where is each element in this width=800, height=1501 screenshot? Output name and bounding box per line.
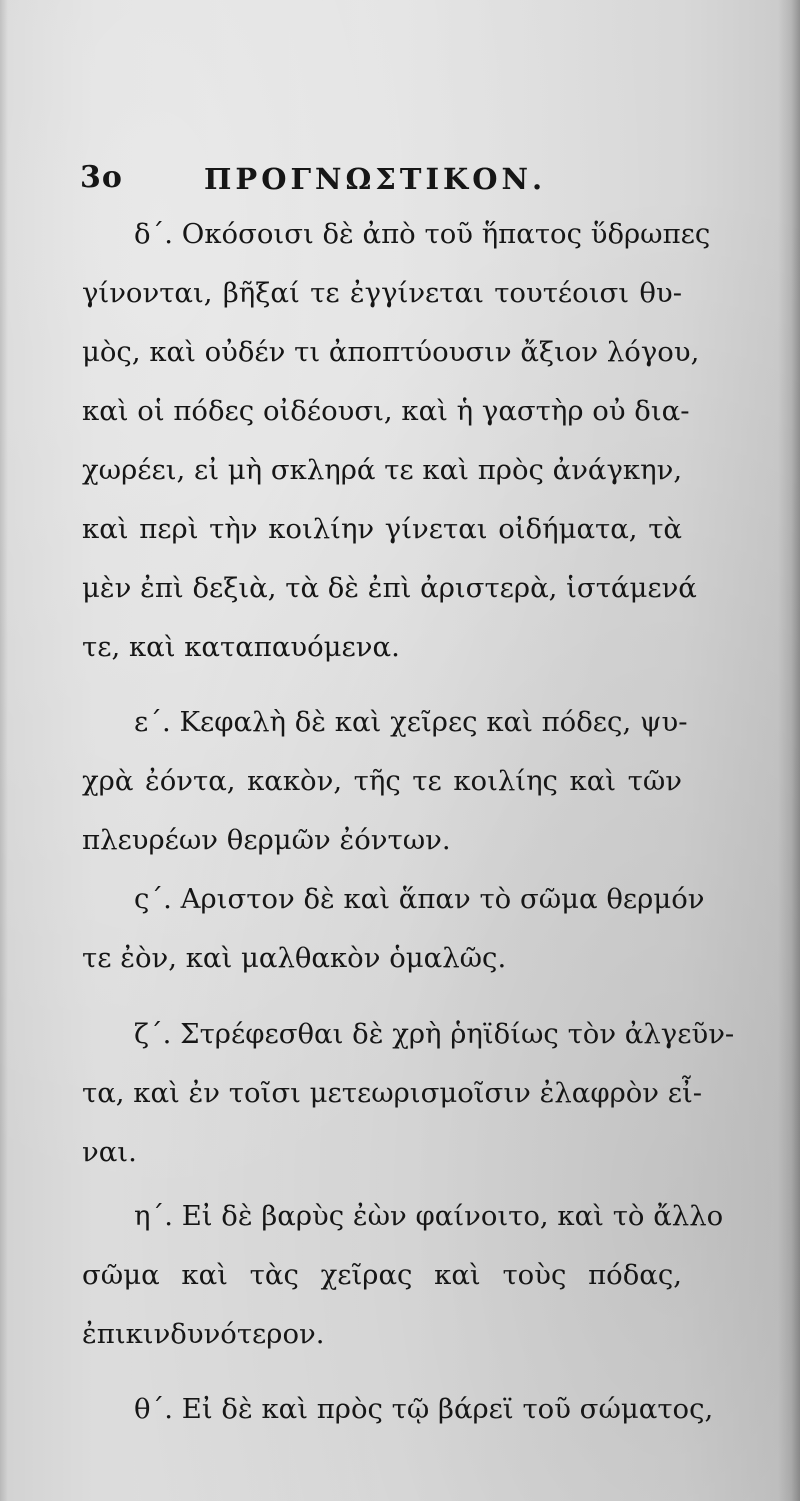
running-head-title: ΠΡΟΓΝΩΣΤΙΚΟΝ. — [204, 162, 547, 196]
text-line: θ΄. Εἰ δὲ καὶ πρὸς τῷ βάρεϊ τοῦ σώματος, — [134, 1393, 714, 1425]
text-line: τα, καὶ ἐν τοῖσι μετεωρισμοῖσιν ἐλαφρὸν εἶ- — [82, 1077, 703, 1109]
text-line: πλευρέων θερμῶν ἐόντων. — [82, 824, 451, 856]
text-line: ἐπικινδυνότερον. — [82, 1318, 325, 1350]
text-line: χρὰ ἐόντα, κακὸν, τῆς τε κοιλίης καὶ τῶν — [82, 765, 682, 797]
text-line: καὶ περὶ τὴν κοιλίην γίνεται οἰδήματα, τὰ — [82, 513, 682, 545]
text-line: ναι. — [82, 1136, 137, 1168]
text-line: η΄. Εἰ δὲ βαρὺς ἐὼν φαίνοιτο, καὶ τὸ ἄλλο — [134, 1200, 724, 1232]
text-line: γίνονται, βῆξαί τε ἐγγίνεται τουτέοισι θυ- — [82, 277, 682, 309]
text-line: ζ΄. Στρέφεσθαι δὲ χρὴ ῥηϊδίως τὸν ἀλγεῦν- — [134, 1018, 735, 1050]
text-line: μὸς, καὶ οὐδέν τι ἀποπτύουσιν ἄξιον λόγου, — [82, 336, 700, 368]
page-number: 3o — [80, 160, 123, 195]
page-header — [80, 160, 700, 204]
text-line: δ΄. Οκόσοισι δὲ ἀπὸ τοῦ ἥπατος ὕδρωπες — [134, 218, 711, 250]
text-line: χωρέει, εἰ μὴ σκληρά τε καὶ πρὸς ἀνάγκην, — [82, 454, 683, 486]
text-line: ς΄. Αριστον δὲ καὶ ἅπαν τὸ σῶμα θερμόν — [134, 883, 705, 915]
text-line: καὶ οἱ πόδες οἰδέουσι, καὶ ἡ γαστὴρ οὐ δια- — [82, 395, 690, 427]
text-line: τε, καὶ καταπαυόμενα. — [82, 631, 400, 663]
text-line: ε΄. Κεφαλὴ δὲ καὶ χεῖρες καὶ πόδες, ψυ- — [134, 706, 688, 738]
text-line: τε ἐὸν, καὶ μαλθακὸν ὁμαλῶς. — [82, 942, 507, 974]
text-line: σῶμα καὶ τὰς χεῖρας καὶ τοὺς πόδας, — [82, 1259, 682, 1291]
text-line: μὲν ἐπὶ δεξιὰ, τὰ δὲ ἐπὶ ἀριστερὰ, ἱστάμενά — [82, 572, 697, 604]
